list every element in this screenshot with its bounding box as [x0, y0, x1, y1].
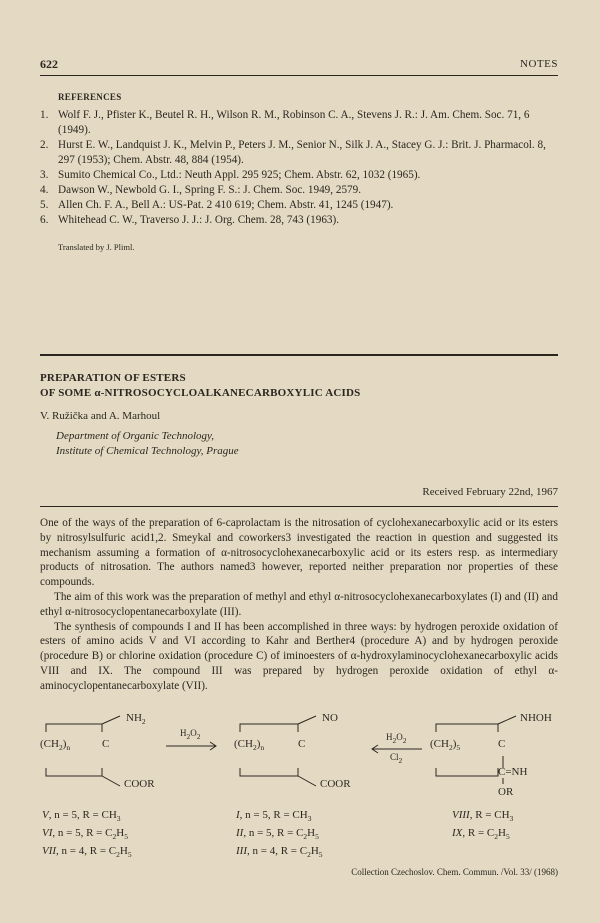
reagent-1: $H_2O_2$ — [180, 728, 201, 741]
affiliation — [56, 429, 239, 459]
ch2n-group: $(CH_2)_n$ — [40, 738, 71, 753]
reference-item: 2. Hurst E. W., Landquist J. K., Melvin P., Peters J. M., Senior N., Silk J. A., Stacey G. J.: Brit. J. Pharmacol. 8, 297 (1953); Chem. Abstr. 48, 884 (1954). — [40, 139, 546, 166]
authors: V. Ružička and A. Marhoul — [40, 410, 161, 422]
label-ii: II, n = 5, $R = C_2H_5$ — [236, 827, 319, 842]
department: Department of Organic Technology, — [56, 430, 215, 442]
reference-item: 1. Wolf F. J., Pfister K., Beutel R. H., Wilson R. M., Robinson C. A., Stevens J. R.: J. Am. Chem. Soc. 71, 6 (1949). — [40, 109, 530, 136]
paragraph-2: The aim of this work was the preparation of methyl and ethyl α-nitrosocyclohexanecarboxylates (I) and (II) and ethyl α-nitrosocyclopentanecarboxylate (III). — [40, 590, 558, 618]
abstract-rule — [40, 506, 558, 507]
label-vi: VI, n = 5, $R = C_2H_5$ — [42, 827, 128, 842]
label-iii: III, n = 4, $R = C_2H_5$ — [236, 845, 323, 860]
compound-labels-left — [42, 808, 132, 863]
reference-item: 5. Allen Ch. F. A., Bell A.: US-Pat. 2 410 619; Chem. Abstr. 41, 1245 (1947). — [40, 199, 394, 211]
imino-group: C=NH — [498, 766, 528, 778]
coor-group: COOR — [124, 778, 155, 790]
section-divider — [40, 354, 558, 356]
no-group: NO — [322, 712, 338, 724]
translator-note: Translated by J. Pliml. — [58, 242, 135, 252]
carbon-atom: C — [498, 738, 506, 750]
compound-labels-right — [452, 808, 513, 844]
article-body — [40, 516, 558, 694]
paragraph-3: The synthesis of compounds I and II has been accomplished in three ways: by hydrogen peroxide oxidation of esters of amino acids V and VI according to Kahr and Berther4 (procedure A) and by hydrogen peroxide (procedure B) or chlorine oxidation (procedure C) of iminoesters of α-hydroxylaminocyclohexanecarboxylic acids VIII and IX. The compound III was prepared by hydrogen peroxide oxidation of ethyl α-aminocyclopentanecarboxylate (VII). — [40, 620, 558, 692]
reference-list — [40, 108, 558, 228]
nh2-group: $NH_2$ — [126, 712, 146, 727]
paragraph-1: One of the ways of the preparation of 6-caprolactam is the nitrosation of cyclohexanecarboxylic acid or its esters by nitrosylsulfuric acid1,2. Smeykal and coworkers3 investigated the reaction in question and suggested its mechanism assuming a formation of α-nitrosocyclohexanecarboxylic acid or its esters resp. as intermediary products of nitrosation. The authors named3 however, reported neither preparation nor properties of these compounds. — [40, 517, 558, 589]
scheme-drawing — [40, 712, 560, 804]
reference-item: 3. Sumito Chemical Co., Ltd.: Neuth Appl. 295 925; Chem. Abstr. 62, 1032 (1965). — [40, 169, 421, 181]
article-title — [40, 371, 360, 401]
label-i: I, n = 5, $R = CH_3$ — [236, 809, 312, 824]
label-ix: IX, $R = C_2H_5$ — [452, 827, 510, 842]
carbon-atom: C — [298, 738, 306, 750]
carbon-atom: C — [102, 738, 110, 750]
references-heading: REFERENCES — [58, 92, 122, 102]
compound-labels-mid — [236, 808, 323, 863]
institute: Institute of Chemical Technology, Prague — [56, 445, 239, 457]
article-title-line-2: OF SOME α-NITROSOCYCLOALKANECARBOXYLIC ACIDS — [40, 387, 361, 399]
or-group: OR — [498, 786, 514, 798]
label-viii: VIII, $R = CH_3$ — [452, 809, 514, 824]
journal-footer: Collection Czechoslov. Chem. Commun. /Vol. 33/ (1968) — [351, 867, 558, 877]
article-title-line-1: PREPARATION OF ESTERS — [40, 372, 186, 384]
ch2-5-group: $(CH_2)_5$ — [430, 738, 461, 753]
ch2n-group: $(CH_2)_n$ — [234, 738, 265, 753]
page-number: 622 — [40, 57, 58, 71]
label-vii: VII, n = 4, $R = C_2H_5$ — [42, 845, 132, 860]
reagent-2-bottom: $Cl_2$ — [390, 752, 403, 765]
received-date: Received February 22nd, 1967 — [422, 486, 558, 498]
nhoh-group: NHOH — [520, 712, 552, 724]
section-name: NOTES — [520, 58, 558, 70]
reference-item: 6. Whitehead C. W., Traverso J. J.: J. Org. Chem. 28, 743 (1963). — [40, 214, 340, 226]
reagent-2-top: $H_2O_2$ — [386, 732, 407, 745]
label-v: V, n = 5, $R = CH_3$ — [42, 809, 121, 824]
header-rule — [40, 75, 558, 76]
reference-item: 4. Dawson W., Newbold G. I., Spring F. S.: J. Chem. Soc. 1949, 2579. — [40, 184, 362, 196]
coor-group: COOR — [320, 778, 351, 790]
reaction-scheme — [40, 712, 560, 860]
